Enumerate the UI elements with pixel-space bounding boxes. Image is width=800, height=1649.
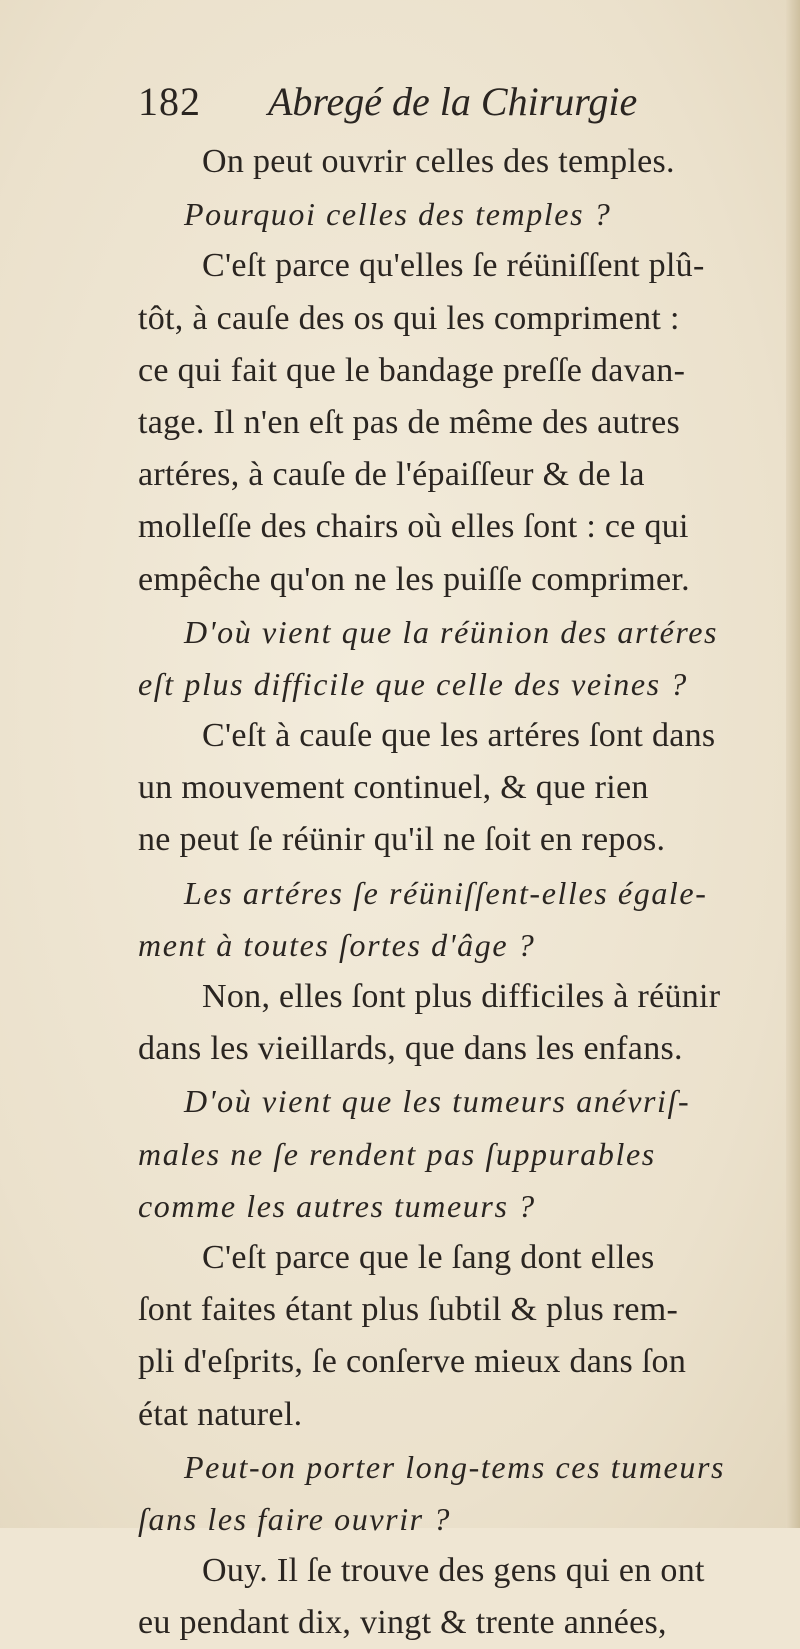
- answer-line: eu pendant dix, vingt & trente années,: [138, 1604, 667, 1642]
- answer-line: pli d'eſprits, ſe conſerve mieux dans ſon: [138, 1343, 687, 1381]
- question-line: D'où vient que les tumeurs anévriſ-: [184, 1083, 691, 1120]
- answer-line: empêche qu'on ne les puiſſe comprimer.: [138, 560, 690, 598]
- answer-line: dans les vieillards, que dans les enfans.: [138, 1030, 683, 1068]
- question-line: Les artéres ſe réüniſſent-elles égale-: [184, 874, 708, 911]
- running-title: Abregé de la Chirurgie: [268, 79, 638, 124]
- answer-line: ce qui fait que le bandage preſſe davan-: [138, 351, 686, 389]
- answer-line: Ouy. Il ſe trouve des gens qui en ont: [202, 1552, 705, 1590]
- answer-line: Non, elles ſont plus difficiles à réünir: [202, 978, 721, 1015]
- question-line: Pourquoi celles des temples ?: [184, 196, 612, 233]
- question-line: comme les autres tumeurs ?: [138, 1187, 536, 1224]
- question-line: eſt plus difficile que celle des veines ?: [138, 665, 688, 702]
- page-text: [138, 78, 770, 1649]
- question-line: males ne ſe rendent pas ſuppurables: [138, 1135, 656, 1172]
- answer-line: On peut ouvrir celles des temples.: [202, 143, 675, 180]
- answer-line: un mouvement continuel, & que rien: [138, 769, 649, 807]
- answer-line: artéres, à cauſe de l'épaiſſeur & de la: [138, 456, 645, 494]
- answer-line: molleſſe des chairs où elles ſont : ce qui: [138, 508, 689, 546]
- answer-line: C'eſt parce que le ſang dont elles: [202, 1238, 655, 1276]
- page-edge: [786, 0, 800, 1528]
- running-head: [138, 78, 770, 134]
- answer-line: état naturel.: [138, 1395, 303, 1433]
- question-line: Peut-on porter long-tems ces tumeurs: [184, 1448, 726, 1485]
- answer-line: ne peut ſe réünir qu'il ne ſoit en repos.: [138, 821, 666, 859]
- answer-line: tage. Il n'en eſt pas de même des autres: [138, 403, 681, 441]
- answer-line: ſont faites étant plus ſubtil & plus rem-: [138, 1291, 679, 1329]
- question-line: ſans les faire ouvrir ?: [138, 1500, 451, 1537]
- answer-line: tôt, à cauſe des os qui les compriment :: [138, 299, 680, 337]
- question-line: D'où vient que la réünion des artéres: [184, 613, 719, 650]
- body-text: [138, 136, 770, 1649]
- answer-line: C'eſt parce qu'elles ſe réüniſſent plû-: [202, 247, 705, 285]
- answer-line: C'eſt à cauſe que les artéres ſont dans: [202, 717, 716, 755]
- question-line: ment à toutes ſortes d'âge ?: [138, 926, 536, 963]
- page-number: 182: [138, 79, 201, 124]
